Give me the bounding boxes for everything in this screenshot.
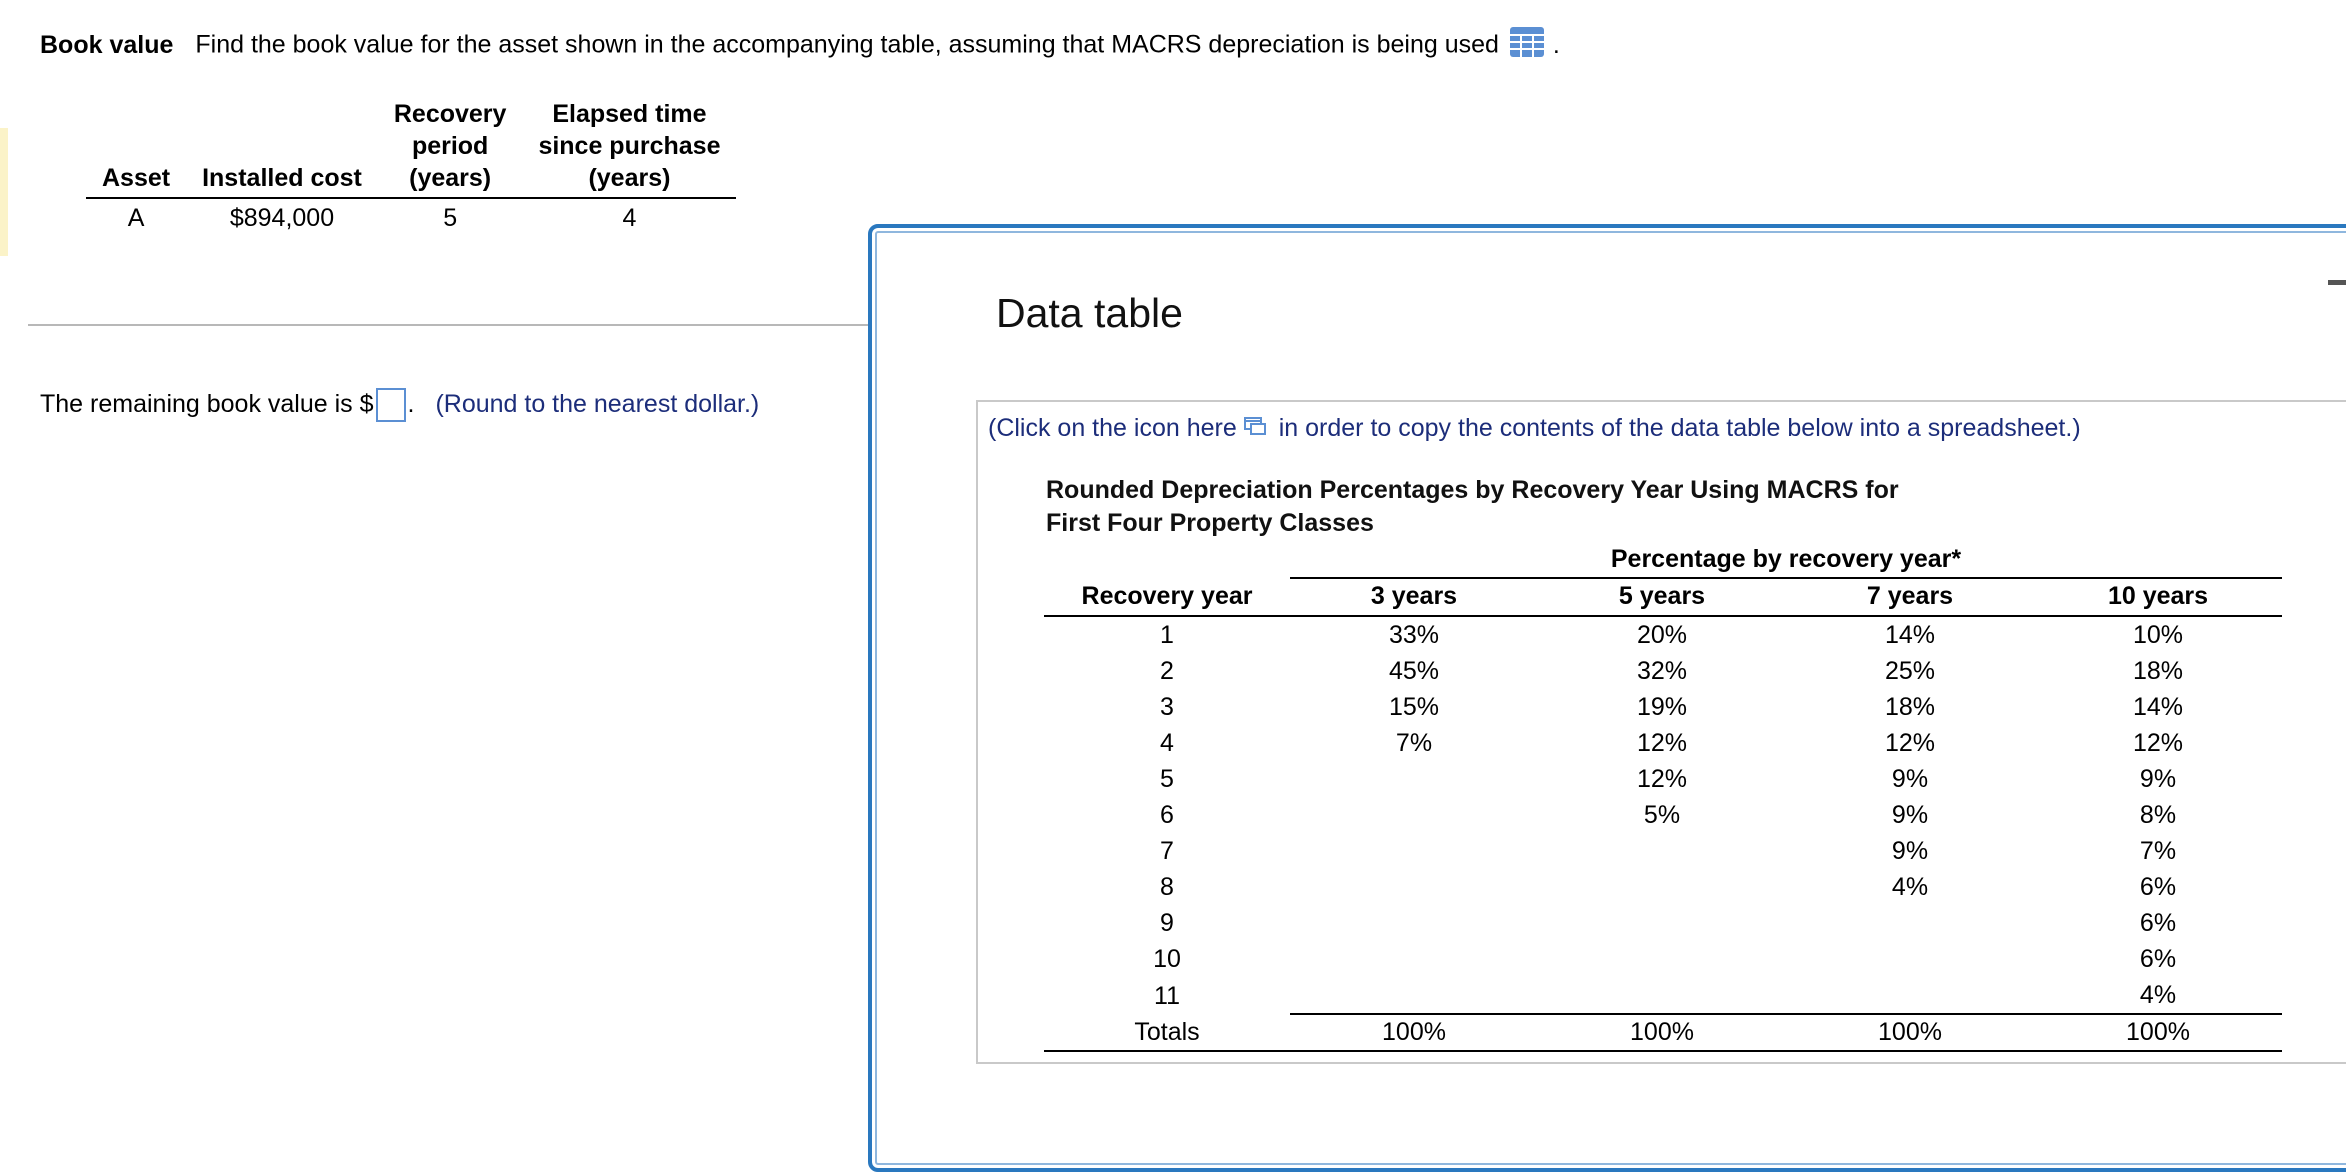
col-3-years: 3 years xyxy=(1290,578,1538,616)
copy-suffix: in order to copy the contents of the data table below into a spreadsheet.) xyxy=(1278,414,2081,442)
divider xyxy=(28,324,872,326)
col-5-years: 5 years xyxy=(1538,578,1786,616)
book-value-input[interactable] xyxy=(376,388,406,422)
answer-suffix: . xyxy=(407,390,415,418)
rounding-hint: (Round to the nearest dollar.) xyxy=(435,390,760,418)
table-row: 1 33% 20% 14% 10% xyxy=(1160,621,2184,649)
answer-line xyxy=(40,387,759,422)
table-row: 10 6% xyxy=(1153,945,2177,973)
question-text: Find the book value for the asset shown in the accompanying table, assuming that MACRS depreciation is being used xyxy=(195,30,1499,59)
percentage-span-header: Percentage by recovery year* xyxy=(1290,542,2282,578)
table-row: 2 45% 32% 25% 18% xyxy=(1160,657,2184,685)
col-elapsed-time: Elapsed time since purchase (years) xyxy=(522,98,736,198)
table-row: 11 4% xyxy=(1154,981,2177,1010)
table-row: 8 4% 6% xyxy=(1160,873,2177,901)
column-header-row xyxy=(1044,578,2282,616)
col-recovery-period: Recovery period (years) xyxy=(378,98,523,198)
copy-instructions xyxy=(988,412,2081,445)
totals-row: Totals 100% 100% 100% 100% xyxy=(1044,1014,2282,1051)
col-7-years: 7 years xyxy=(1786,578,2034,616)
asset-cell: A xyxy=(127,204,145,232)
answer-prefix: The remaining book value is $ xyxy=(40,390,374,418)
table-row: 6 5% 9% 8% xyxy=(1160,801,2177,829)
asset-table xyxy=(86,98,736,235)
copy-icon[interactable] xyxy=(1243,413,1267,445)
table-caption: Rounded Depreciation Percentages by Recovery Year Using MACRS for First Four Property Classes xyxy=(1046,476,1899,537)
col-asset: Asset xyxy=(86,98,186,198)
col-10-years: 10 years xyxy=(2034,578,2282,616)
table-grid-icon[interactable] xyxy=(1509,26,1545,66)
table-row: 9 6% xyxy=(1160,909,2177,937)
table-row: 3 15% 19% 18% 14% xyxy=(1160,693,2184,721)
elapsed-time-cell: 4 xyxy=(622,204,637,232)
span-header-row xyxy=(1044,542,2282,578)
recovery-period-cell: 5 xyxy=(443,204,458,232)
question-header xyxy=(40,26,1560,66)
question-label: Book value xyxy=(40,30,174,59)
col-recovery-year: Recovery year xyxy=(1044,578,1290,616)
minimize-icon[interactable] xyxy=(2328,280,2346,285)
left-accent-bar xyxy=(0,128,8,256)
col-installed-cost: Installed cost xyxy=(186,98,378,198)
table-row: 4 7% 12% 12% 12% xyxy=(1160,729,2184,757)
copy-prefix: (Click on the icon here xyxy=(988,414,1237,442)
asset-table-header-row xyxy=(86,98,736,198)
table-row xyxy=(86,198,736,235)
data-table-title: Data table xyxy=(996,290,1183,336)
question-end: . xyxy=(1552,30,1560,59)
table-row: 5 12% 9% 9% xyxy=(1160,765,2177,793)
macrs-percentage-table xyxy=(1044,542,2282,1052)
table-row: 7 9% 7% xyxy=(1160,837,2177,865)
installed-cost-cell: $894,000 xyxy=(229,204,335,232)
